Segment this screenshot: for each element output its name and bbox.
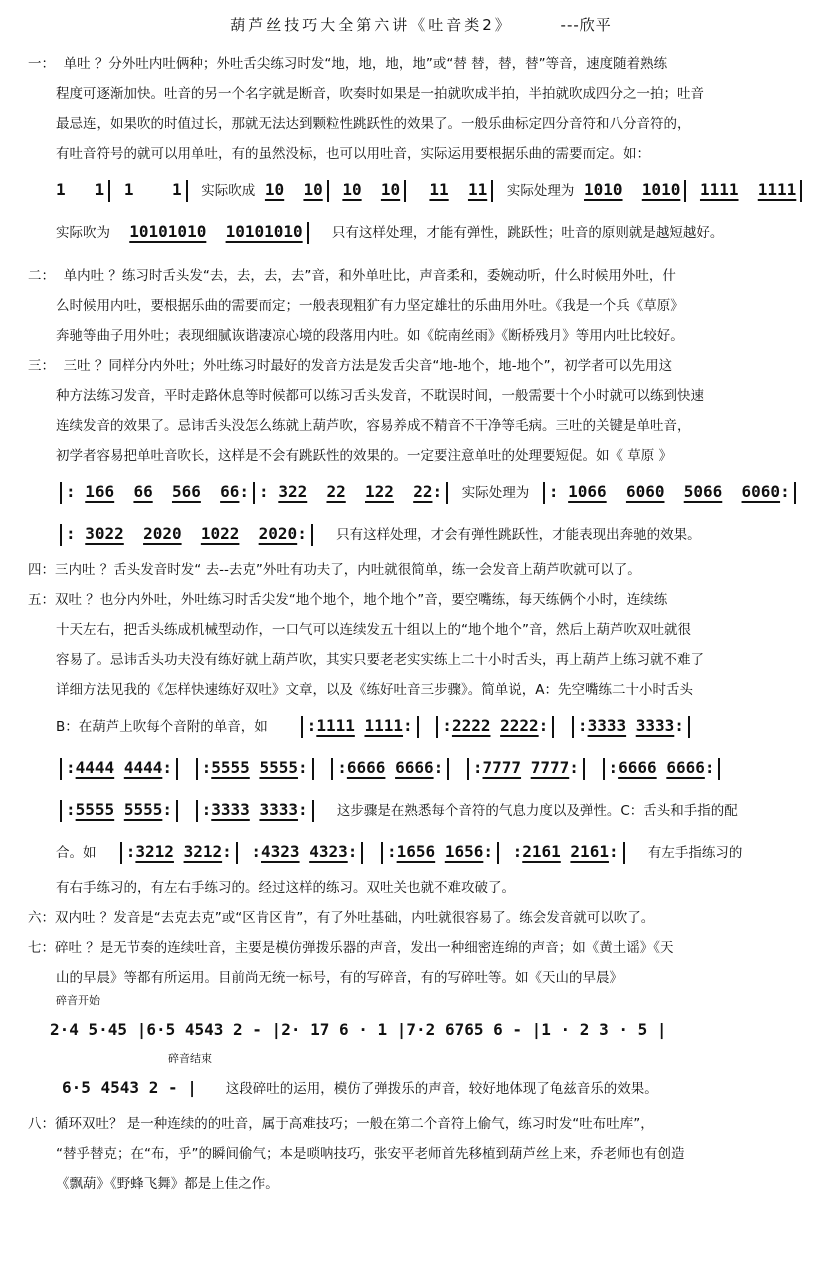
- note: 66: [220, 482, 240, 501]
- section-8-line-1: 循环双吐？ 是一种连续的的吐音，属于高难技巧；一般在第二个音符上偷气，练习时发“吐布吐库”，: [55, 1116, 654, 1132]
- section-7-line-1: 碎吐 ？是无节奏的连续吐音，主要是模仿弹拨乐器的声音，发出一种细密连绵的声音；如《黄土谣》《天: [55, 940, 674, 956]
- section-8-line-3: 《飘葫》《野蜂飞舞》都是上佳之作。: [56, 1176, 279, 1192]
- section-5-line-3: 容易了。忌讳舌头功夫没有练好就上葫芦吹，其实只要老老实实练上二十小时舌头，再上葫芦上练习就不难了: [56, 652, 704, 668]
- author: ---欣平: [560, 16, 612, 34]
- note: 3212: [183, 842, 223, 861]
- note: 6666: [346, 758, 386, 777]
- section-5-lead: B：在葫芦上吹每个音附的单音，如: [56, 719, 268, 735]
- note: 4323: [261, 842, 300, 861]
- note: 6666: [618, 758, 657, 777]
- note: 1010: [641, 180, 681, 199]
- note: 1022: [200, 524, 240, 543]
- note: 1656: [444, 842, 484, 861]
- section-5-head: 五：: [28, 592, 55, 608]
- note: 1010: [584, 180, 623, 199]
- section-1-tail: 只有这样处理，才能有弹性，跳跃性；吐音的原则就是越短越好。: [331, 225, 724, 241]
- section-5-score-row-2: :4444 4444: :5555 5555: :6666 6666: :7777 7777: :6666 6666:: [28, 747, 814, 789]
- section-3-line-1: 三吐 ？同样分内外吐；外吐练习时最好的发音方法是发舌尖音“地-地个，地-地个”，初学者可以先用这: [63, 358, 673, 374]
- note: 3333: [587, 716, 627, 735]
- section-8-head: 八：: [28, 1116, 55, 1132]
- section-3-tail: 只有这样处理，才会有弹性跳跃性，才能表现出奔驰的效果。: [336, 527, 701, 543]
- note: 6666: [395, 758, 434, 777]
- note: 5555: [259, 758, 298, 777]
- label-treat: 实际处理为: [506, 183, 575, 199]
- section-5-line-1: 双吐 ？也分内外吐，外吐练习时舌尖发“地个地个，地个地个”音，要空嘴练，每天练俩个小时，连续练: [55, 592, 668, 608]
- section-7: [28, 933, 814, 1109]
- section-1-line-3: 最忌连，如果吹的时值过长，那就无法达到颗粒性跳跃性的效果了。一般乐曲标定四分音符和八分音符的，: [56, 116, 691, 132]
- section-7-score-row-1: [28, 1009, 814, 1051]
- label-blow-2: 实际吹为: [56, 225, 110, 241]
- note: 4323: [309, 842, 348, 861]
- section-7-line-2: 山的早晨》等都有所运用。目前尚无统一标号，有的写碎音，有的写碎吐等。如《天山的早晨》: [56, 970, 623, 986]
- note: 5555: [123, 800, 163, 819]
- section-5-row-4-tail: 有左手指练习的: [647, 845, 743, 861]
- section-2-line-1: 单内吐 ？练习时舌头发“去，去，去，去”音，和外单吐比，声音柔和，委婉动听，什么时候用外吐，什: [63, 268, 676, 284]
- note: 3022: [85, 524, 124, 543]
- note: 322: [278, 482, 308, 501]
- note: 11: [467, 180, 488, 199]
- note: 2020: [258, 524, 298, 543]
- section-1-score-row-1: [28, 169, 814, 211]
- note: 1111: [699, 180, 739, 199]
- note: 10: [264, 180, 285, 199]
- section-5-last: 有右手练习的，有左右手练习的。经过这样的练习。双吐关也就不难攻破了。: [56, 880, 515, 896]
- note: 2161: [570, 842, 609, 861]
- section-3: [28, 351, 814, 555]
- note: 10: [342, 180, 362, 199]
- note: 6060: [741, 482, 781, 501]
- section-5-row-4-lead: 合。如: [56, 845, 97, 861]
- note: 2161: [522, 842, 561, 861]
- score-line: 6·5 4543 2 - |: [62, 1078, 197, 1097]
- note: 1: [56, 180, 66, 199]
- label-start: 碎音开始: [56, 994, 100, 1007]
- label-treat: 实际处理为: [461, 485, 530, 501]
- label-end: 碎音结束: [168, 1052, 212, 1065]
- section-8-line-2: “替乎替克；在“布，乎”的瞬间偷气；本是唢呐技巧，张安平老师首先移植到葫芦丝上来，乔老师也有创造: [56, 1146, 685, 1162]
- section-3-line-2: 种方法练习发音，平时走路休息等时候都可以练习舌头发音，不耽误时间，一般需要十个小时就可以练到快速: [56, 388, 704, 404]
- note: 6060: [625, 482, 665, 501]
- note: 1: [123, 180, 134, 199]
- note: 7777: [482, 758, 522, 777]
- section-7-head: 七：: [28, 940, 55, 956]
- section-2-head: 二：: [28, 268, 55, 284]
- note: 10101010: [129, 222, 207, 241]
- score-line: 2·4 5·45 |6·5 4543 2 - |2· 17 6 · 1 |7·2 6765 6 - |1 · 2 3 · 5 |: [50, 1020, 667, 1039]
- section-6: [28, 903, 814, 933]
- section-3-score-row-2: : 3022 2020 1022 2020: 只有这样处理，才会有弹性跳跃性，才能表现出奔驰的效果。: [28, 513, 814, 555]
- section-3-line-4: 初学者容易把单吐音吹长，这样是不会有跳跃性的效果的。一定要注意单吐的处理要短促。如《 草原 》: [56, 448, 673, 464]
- note: 5066: [683, 482, 723, 501]
- note: 3212: [135, 842, 174, 861]
- note: 10: [303, 180, 323, 199]
- note: 1: [172, 180, 182, 199]
- note: 3333: [211, 800, 250, 819]
- section-3-head: 三：: [28, 358, 55, 374]
- note: 1: [94, 180, 105, 199]
- note: 3333: [259, 800, 298, 819]
- note: 4444: [123, 758, 163, 777]
- note: 66: [133, 482, 153, 501]
- title-row: [28, 14, 814, 35]
- section-1-line-2: 程度可逐渐加快。吐音的另一个名字就是断音，吹奏时如果是一拍就吹成半拍，半拍就吹成四分之一拍；吐音: [56, 86, 704, 102]
- note: 1111: [757, 180, 797, 199]
- note: 166: [85, 482, 115, 501]
- note: 1111: [364, 716, 404, 735]
- section-1-head: 一：: [28, 56, 55, 72]
- note: 2020: [143, 524, 182, 543]
- note: 2222: [451, 716, 491, 735]
- note: 11: [429, 180, 449, 199]
- section-6-head: 六：: [28, 910, 55, 926]
- section-2-line-3: 奔驰等曲子用外吐；表现细腻诙谐凄凉心境的段落用内吐。如《皖南丝雨》《断桥残月》等用内吐比较好。: [56, 328, 684, 344]
- section-5-line-4: 详细方法见我的《怎样快速练好双吐》文章，以及《练好吐音三步骤》。简单说，A：先空嘴练二十小时舌头: [56, 682, 693, 698]
- section-1-line-4: 有吐音符号的就可以用单吐，有的虽然没标，也可以用吐音，实际运用要根据乐曲的需要而定。如：: [56, 146, 650, 162]
- label-blow: 实际吹成: [201, 183, 256, 199]
- section-8: [28, 1109, 814, 1199]
- section-1: [28, 49, 814, 253]
- note: 566: [171, 482, 201, 501]
- note: 7777: [530, 758, 570, 777]
- section-2-line-2: 么时候用内吐，要根据乐曲的需要而定；一般表现粗犷有力坚定雄壮的乐曲用外吐。《我是一个兵《草原》: [56, 298, 684, 314]
- section-4: [28, 555, 814, 585]
- note: 10: [380, 180, 401, 199]
- note: 1066: [568, 482, 607, 501]
- section-7-score-row-2: [28, 1067, 814, 1109]
- section-3-score-row-1: : 166 66 566 66: : 322 22 122 22: 实际处理为 : 1066 6060 5066 6060:: [28, 471, 814, 513]
- note: 3333: [635, 716, 675, 735]
- document-title: 葫芦丝技巧大全第六讲《吐音类2》: [230, 16, 513, 34]
- section-4-text: 三内吐 ？舌头发音时发“ 去--去克”外吐有功夫了，内吐就很简单，练一会发音上葫芦吹就可以了。: [55, 562, 641, 578]
- note: 10101010: [225, 222, 303, 241]
- section-1-line-1: 单吐 ？分外吐内吐俩种；外吐舌尖练习时发“地，地，地，地”或“替 替，替，替”等音，速度随着熟练: [63, 56, 668, 72]
- section-5-line-2: 十天左右，把舌头练成机械型动作，一口气可以连续发五十组以上的“地个地个”音，然后上葫芦吹双吐就很: [56, 622, 691, 638]
- note: 22: [413, 482, 433, 501]
- note: 22: [326, 482, 346, 501]
- note: 1111: [316, 716, 355, 735]
- section-2: [28, 261, 814, 351]
- section-5-score-row-4: 合。如 :3212 3212: :4323 4323: :1656 1656: :2161 2161: 有左手指练习的: [28, 831, 814, 873]
- note: 122: [365, 482, 394, 501]
- note: 5555: [75, 800, 115, 819]
- section-3-line-3: 连续发音的效果了。忌讳舌头没怎么练就上葫芦吹，容易养成不精音不干净等毛病。三吐的关键是单吐音，: [56, 418, 691, 434]
- section-5-score-row-3: :5555 5555: :3333 3333: 这步骤是在熟悉每个音符的气息力度以及弹性。C：舌头和手指的配: [28, 789, 814, 831]
- note: 5555: [211, 758, 250, 777]
- note: 1656: [396, 842, 436, 861]
- section-5: [28, 585, 814, 903]
- note: 6666: [666, 758, 705, 777]
- section-5-score-row-1: B：在葫芦上吹每个音附的单音，如 :1111 1111: :2222 2222: :3333 3333:: [28, 705, 814, 747]
- section-5-row-3-tail: 这步骤是在熟悉每个音符的气息力度以及弹性。C：舌头和手指的配: [336, 803, 738, 819]
- section-7-tail: 这段碎吐的运用，模仿了弹拨乐的声音，较好地体现了龟兹音乐的效果。: [225, 1081, 658, 1097]
- note: 2222: [500, 716, 539, 735]
- section-4-head: 四：: [28, 562, 55, 578]
- section-6-text: 双内吐 ？发音是“去克去克”或“区肯区肯”，有了外吐基础，内吐就很容易了。练会发音就可以吹了。: [55, 910, 655, 926]
- note: 4444: [75, 758, 115, 777]
- section-1-score-row-2: [28, 211, 814, 253]
